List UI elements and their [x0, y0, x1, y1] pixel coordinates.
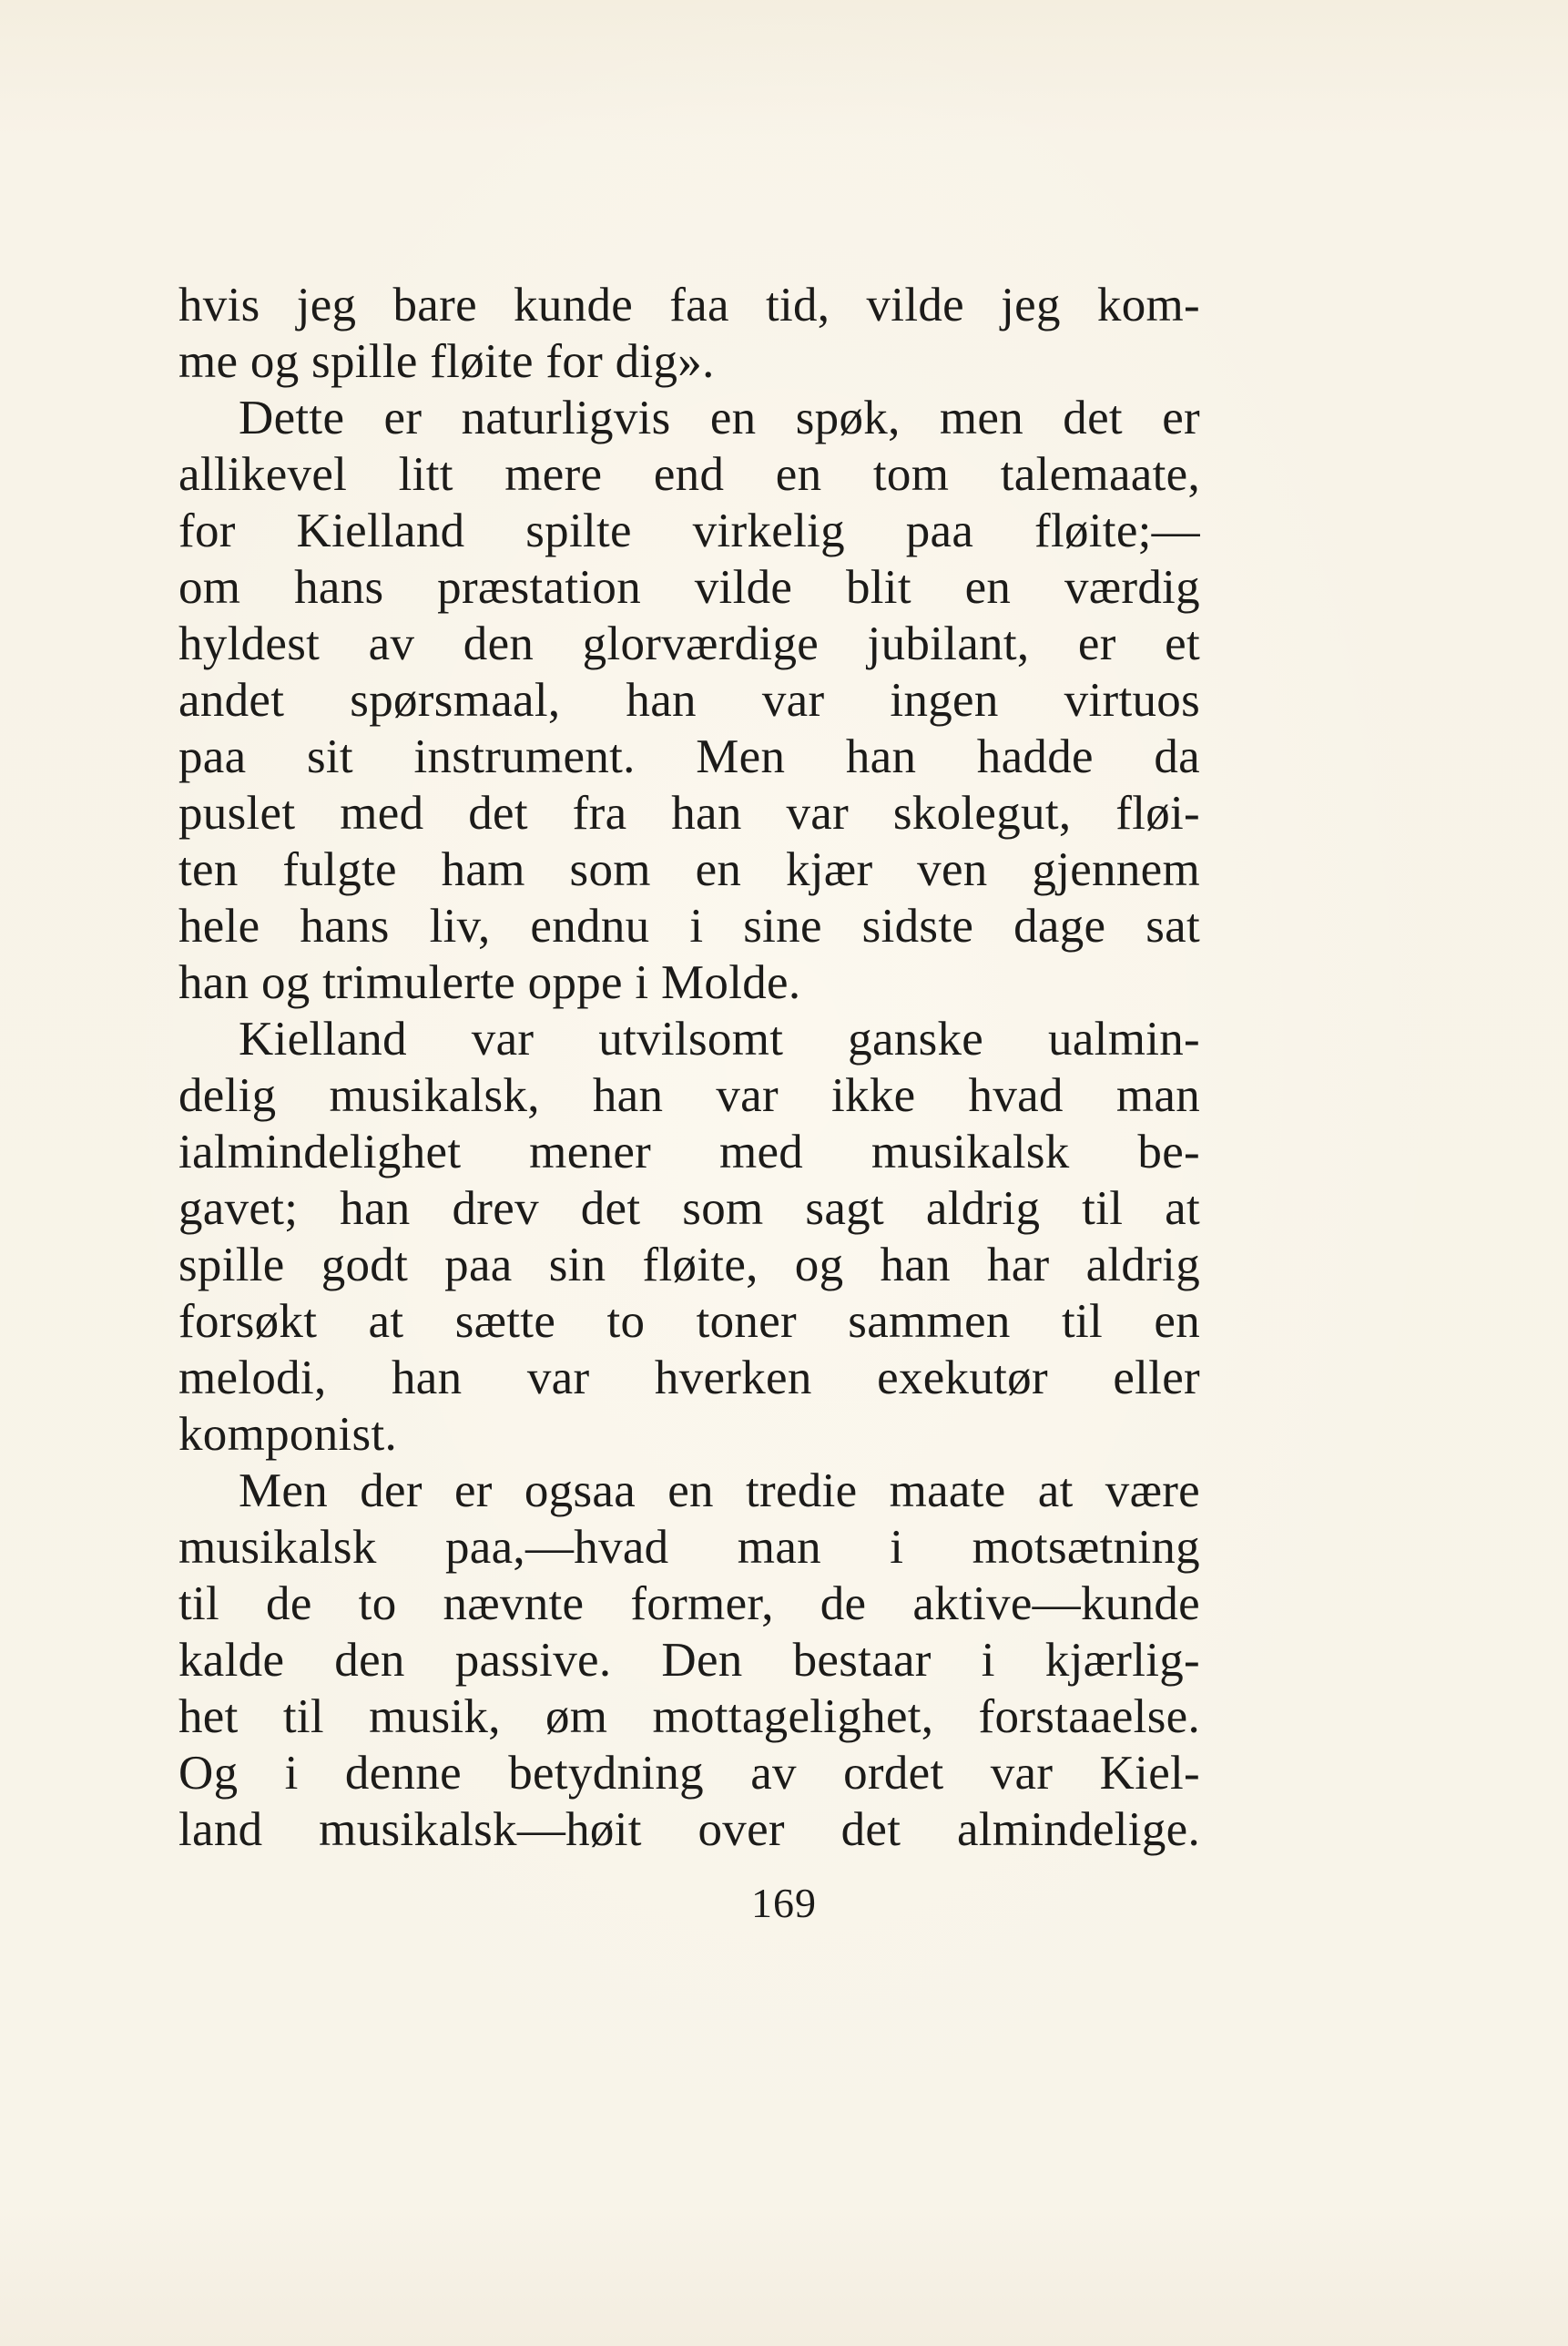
text-line: ialmindelighet mener med musikalsk be-: [178, 1126, 1200, 1178]
text-line: om hans præstation vilde blit en værdig: [178, 561, 1200, 614]
text-line: forsøkt at sætte to toner sammen til en: [178, 1295, 1200, 1348]
text-line: me og spille fløite for dig».: [178, 335, 715, 388]
text-line: paa sit instrument. Men han hadde da: [178, 730, 1200, 783]
text-line: delig musikalsk, han var ikke hvad man: [178, 1069, 1200, 1122]
text-line: hele hans liv, endnu i sine sidste dage sat: [178, 900, 1200, 953]
body-text: [178, 277, 1200, 1858]
text-line: allikevel litt mere end en tom talemaate,: [178, 448, 1200, 501]
paragraph-first-line: Men der er ogsaa en tredie maate at være: [239, 1464, 1200, 1517]
text-line: kalde den passive. Den bestaar i kjærlig-: [178, 1634, 1200, 1687]
text-line: hvis jeg bare kunde faa tid, vilde jeg kom-: [178, 279, 1200, 332]
text-line: gavet; han drev det som sagt aldrig til at: [178, 1182, 1200, 1235]
text-line: til de to nævnte former, de aktive—kunde: [178, 1577, 1200, 1630]
text-line: han og trimulerte oppe i Molde.: [178, 956, 801, 1009]
text-line: spille godt paa sin fløite, og han har aldrig: [178, 1239, 1200, 1291]
text-line: land musikalsk—høit over det almindelige.: [178, 1803, 1200, 1856]
text-line: andet spørsmaal, han var ingen virtuos: [178, 674, 1200, 727]
text-line: musikalsk paa,—hvad man i motsætning: [178, 1521, 1200, 1574]
text-line: puslet med det fra han var skolegut, fløi-: [178, 787, 1200, 840]
text-line: het til musik, øm mottagelighet, forstaaelse.: [178, 1690, 1200, 1743]
text-line: komponist.: [178, 1408, 398, 1461]
text-line: hyldest av den glorværdige jubilant, er et: [178, 617, 1200, 670]
paragraph-first-line: Dette er naturligvis en spøk, men det er: [239, 392, 1200, 444]
text-line: for Kielland spilte virkelig paa fløite;—: [178, 505, 1200, 557]
text-line: melodi, han var hverken exekutør eller: [178, 1352, 1200, 1404]
page-number: 169: [751, 1880, 817, 1926]
paragraph-first-line: Kielland var utvilsomt ganske ualmin-: [239, 1013, 1200, 1066]
text-line: ten fulgte ham som en kjær ven gjennem: [178, 843, 1200, 896]
text-line: Og i denne betydning av ordet var Kiel-: [178, 1747, 1200, 1800]
